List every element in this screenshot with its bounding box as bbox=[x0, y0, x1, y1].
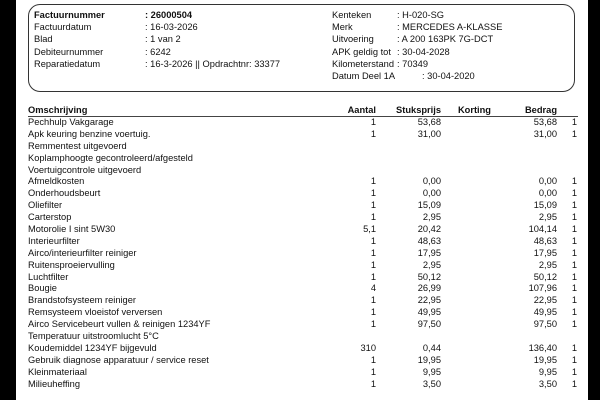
line-quantity: 1 bbox=[370, 212, 376, 223]
col-quantity: Aantal bbox=[347, 105, 376, 115]
line-amount: 19,95 bbox=[533, 354, 557, 365]
table-row bbox=[28, 343, 578, 355]
table-row bbox=[28, 141, 578, 153]
table-header bbox=[28, 104, 578, 117]
line-discount bbox=[441, 153, 491, 165]
line-quantity: 1 bbox=[370, 271, 376, 282]
line-unit-price: 2,95 bbox=[422, 259, 441, 270]
field-label: Factuurnummer bbox=[34, 10, 105, 20]
line-vat-code: 1 bbox=[571, 378, 577, 389]
invoice-lines-table bbox=[28, 104, 578, 390]
header-row bbox=[332, 21, 502, 33]
line-vat-code: 1 bbox=[571, 259, 577, 270]
table-row bbox=[28, 236, 578, 248]
field-label: Blad bbox=[34, 34, 53, 45]
table-body bbox=[28, 117, 578, 390]
line-discount bbox=[441, 188, 491, 200]
line-vat-code: 1 bbox=[571, 271, 577, 282]
line-discount bbox=[441, 295, 491, 307]
table-row bbox=[28, 331, 578, 343]
field-value: : 70349 bbox=[397, 58, 429, 69]
field-value: : MERCEDES A-KLASSE bbox=[397, 22, 503, 33]
line-description: Koplamphoogte gecontroleerd/afgesteld bbox=[28, 152, 193, 163]
field-label: APK geldig tot bbox=[332, 46, 391, 57]
line-quantity: 1 bbox=[370, 128, 376, 139]
line-unit-price: 0,00 bbox=[422, 176, 441, 187]
line-amount: 48,63 bbox=[533, 235, 557, 246]
line-amount: 2,95 bbox=[538, 212, 557, 223]
table-row bbox=[28, 176, 578, 188]
line-discount bbox=[441, 224, 491, 236]
line-amount: 2,95 bbox=[538, 259, 557, 270]
line-vat-code: 1 bbox=[571, 212, 577, 223]
line-amount: 136,40 bbox=[528, 342, 557, 353]
field-label: Datum Deel 1A bbox=[332, 71, 396, 82]
field-label: Kilometerstand bbox=[332, 58, 395, 69]
vehicle-details bbox=[332, 9, 502, 82]
line-vat-code bbox=[557, 153, 577, 165]
line-amount: 53,68 bbox=[533, 117, 557, 127]
line-amount: 0,00 bbox=[538, 188, 557, 199]
col-vat-code bbox=[557, 104, 577, 116]
field-value: : A 200 163PK 7G-DCT bbox=[397, 34, 494, 45]
line-vat-code: 1 bbox=[571, 354, 577, 365]
table-row bbox=[28, 200, 578, 212]
line-description: Kleinmateriaal bbox=[28, 366, 87, 377]
line-quantity: 4 bbox=[370, 283, 376, 294]
col-unit-price: Stuksprijs bbox=[396, 105, 441, 115]
line-quantity: 1 bbox=[370, 259, 376, 270]
line-quantity bbox=[286, 165, 376, 177]
header-row bbox=[34, 46, 280, 58]
field-value: : H-020-SG bbox=[397, 10, 445, 20]
line-vat-code: 1 bbox=[571, 247, 577, 258]
table-row bbox=[28, 224, 578, 236]
line-unit-price bbox=[376, 165, 441, 177]
line-unit-price: 50,12 bbox=[417, 271, 441, 282]
header-row bbox=[332, 9, 502, 21]
header-row bbox=[332, 46, 502, 58]
table-row bbox=[28, 260, 578, 272]
line-description: Gebruik diagnose apparatuur / service reset bbox=[28, 354, 209, 365]
field-label: Merk bbox=[332, 22, 353, 33]
field-label: Reparatiedatum bbox=[34, 58, 101, 69]
line-discount bbox=[441, 307, 491, 319]
line-description: Airco/interieurfilter reiniger bbox=[28, 247, 137, 258]
line-quantity: 1 bbox=[370, 307, 376, 318]
line-unit-price bbox=[376, 331, 441, 343]
line-discount bbox=[441, 176, 491, 188]
line-unit-price: 0,00 bbox=[422, 188, 441, 199]
header-row bbox=[332, 33, 502, 45]
line-amount bbox=[491, 141, 557, 153]
line-discount bbox=[441, 260, 491, 272]
line-vat-code: 1 bbox=[571, 200, 577, 211]
line-description: Remmentest uitgevoerd bbox=[28, 140, 127, 151]
line-description: Afmeldkosten bbox=[28, 176, 85, 187]
header-row bbox=[34, 21, 280, 33]
field-label: Uitvoering bbox=[332, 34, 374, 45]
line-description: Brandstofsysteem reiniger bbox=[28, 295, 136, 306]
header-row bbox=[34, 33, 280, 45]
line-amount: 50,12 bbox=[533, 271, 557, 282]
table-row bbox=[28, 319, 578, 331]
field-label: Factuurdatum bbox=[34, 22, 92, 33]
line-quantity: 1 bbox=[370, 176, 376, 187]
line-description: Temperatuur uitstroomlucht 5°C bbox=[28, 331, 159, 342]
invoice-header-box bbox=[28, 4, 575, 92]
line-vat-code: 1 bbox=[571, 235, 577, 246]
line-discount bbox=[441, 141, 491, 153]
header-row bbox=[34, 9, 280, 21]
line-amount: 22,95 bbox=[533, 295, 557, 306]
line-amount: 15,09 bbox=[533, 200, 557, 211]
line-vat-code: 1 bbox=[571, 342, 577, 353]
line-amount: 49,95 bbox=[533, 307, 557, 318]
line-unit-price: 97,50 bbox=[417, 319, 441, 330]
line-description: Ruitensproeiervulling bbox=[28, 259, 115, 270]
field-value: : 26000504 bbox=[145, 10, 193, 20]
line-description: Luchtfilter bbox=[28, 271, 69, 282]
line-vat-code: 1 bbox=[571, 307, 577, 318]
line-quantity: 1 bbox=[370, 295, 376, 306]
line-unit-price bbox=[376, 153, 441, 165]
invoice-details bbox=[34, 9, 280, 70]
line-vat-code: 1 bbox=[571, 224, 577, 235]
line-discount bbox=[441, 236, 491, 248]
table-row bbox=[28, 355, 578, 367]
line-discount bbox=[441, 355, 491, 367]
line-unit-price: 49,95 bbox=[417, 307, 441, 318]
line-description: Interieurfilter bbox=[28, 235, 80, 246]
line-unit-price: 53,68 bbox=[417, 117, 441, 127]
line-unit-price: 3,50 bbox=[422, 378, 441, 389]
line-unit-price: 17,95 bbox=[417, 247, 441, 258]
line-unit-price: 0,44 bbox=[422, 342, 441, 353]
table-row bbox=[28, 272, 578, 284]
line-unit-price: 20,42 bbox=[417, 224, 441, 235]
line-description: Koudemiddel 1234YF bijgevuld bbox=[28, 342, 157, 353]
line-description: Airco Servicebeurt vullen & reinigen 1234YF bbox=[28, 319, 211, 330]
line-amount: 3,50 bbox=[538, 378, 557, 389]
invoice-page bbox=[16, 0, 588, 400]
line-description: Motorolie I sint 5W30 bbox=[28, 224, 116, 235]
table-row bbox=[28, 295, 578, 307]
line-description: Pechhulp Vakgarage bbox=[28, 117, 114, 127]
line-description: Remsysteem vloeistof verversen bbox=[28, 307, 163, 318]
table-row bbox=[28, 153, 578, 165]
line-amount: 107,96 bbox=[528, 283, 557, 294]
line-amount: 0,00 bbox=[538, 176, 557, 187]
field-value: : 16-3-2026 || Opdrachtnr: 33377 bbox=[145, 58, 281, 69]
line-vat-code bbox=[557, 165, 577, 177]
line-quantity: 1 bbox=[370, 235, 376, 246]
line-amount bbox=[491, 153, 557, 165]
table-row bbox=[28, 212, 578, 224]
field-value: : 30-04-2028 bbox=[397, 46, 450, 57]
line-vat-code: 1 bbox=[571, 319, 577, 330]
line-quantity: 1 bbox=[370, 117, 376, 127]
line-unit-price: 9,95 bbox=[422, 366, 441, 377]
table-row bbox=[28, 307, 578, 319]
line-description: Bougie bbox=[28, 283, 57, 294]
line-discount bbox=[441, 165, 491, 177]
line-vat-code: 1 bbox=[571, 295, 577, 306]
line-discount bbox=[441, 212, 491, 224]
field-label: Debiteurnummer bbox=[34, 46, 104, 57]
line-vat-code bbox=[557, 141, 577, 153]
line-quantity: 5,1 bbox=[363, 224, 376, 235]
field-label: Kenteken bbox=[332, 10, 372, 20]
line-discount bbox=[441, 367, 491, 379]
line-discount bbox=[441, 379, 491, 391]
table-row bbox=[28, 117, 578, 129]
line-vat-code bbox=[557, 331, 577, 343]
line-discount bbox=[441, 331, 491, 343]
line-discount bbox=[441, 200, 491, 212]
line-quantity bbox=[286, 153, 376, 165]
table-row bbox=[28, 379, 578, 391]
table-row bbox=[28, 283, 578, 295]
line-discount bbox=[441, 248, 491, 260]
line-description: Onderhoudsbeurt bbox=[28, 188, 101, 199]
table-row bbox=[28, 367, 578, 379]
line-unit-price bbox=[376, 141, 441, 153]
line-discount bbox=[441, 129, 491, 141]
line-amount bbox=[491, 331, 557, 343]
line-description: Carterstop bbox=[28, 212, 72, 223]
line-amount bbox=[491, 165, 557, 177]
line-quantity: 310 bbox=[360, 342, 376, 353]
header-row bbox=[332, 58, 502, 70]
field-value: : 1 van 2 bbox=[145, 34, 181, 45]
line-unit-price: 26,99 bbox=[417, 283, 441, 294]
line-unit-price: 2,95 bbox=[422, 212, 441, 223]
line-unit-price: 31,00 bbox=[417, 128, 441, 139]
line-vat-code: 1 bbox=[571, 366, 577, 377]
line-vat-code: 1 bbox=[571, 283, 577, 294]
line-amount: 9,95 bbox=[538, 366, 557, 377]
line-discount bbox=[441, 272, 491, 284]
col-amount: Bedrag bbox=[524, 105, 557, 115]
line-amount: 97,50 bbox=[533, 319, 557, 330]
line-quantity: 1 bbox=[370, 378, 376, 389]
col-description: Omschrijving bbox=[28, 105, 88, 115]
line-discount bbox=[441, 283, 491, 295]
line-description: Voertuigcontrole uitgevoerd bbox=[28, 164, 142, 175]
line-description: Milieuheffing bbox=[28, 378, 81, 389]
table-row bbox=[28, 188, 578, 200]
col-discount: Korting bbox=[457, 105, 491, 115]
field-value: : 16-03-2026 bbox=[145, 22, 198, 33]
line-amount: 31,00 bbox=[533, 128, 557, 139]
header-row bbox=[332, 70, 502, 82]
header-row bbox=[34, 58, 280, 70]
line-quantity: 1 bbox=[370, 366, 376, 377]
line-quantity: 1 bbox=[370, 188, 376, 199]
line-discount bbox=[441, 343, 491, 355]
line-amount: 104,14 bbox=[528, 224, 557, 235]
line-unit-price: 22,95 bbox=[417, 295, 441, 306]
line-description: Oliefilter bbox=[28, 200, 63, 211]
line-quantity: 1 bbox=[370, 247, 376, 258]
line-amount: 17,95 bbox=[533, 247, 557, 258]
line-vat-code: 1 bbox=[571, 176, 577, 187]
line-quantity: 1 bbox=[370, 354, 376, 365]
line-unit-price: 48,63 bbox=[417, 235, 441, 246]
line-unit-price: 19,95 bbox=[417, 354, 441, 365]
field-value: : 6242 bbox=[145, 46, 171, 57]
line-unit-price: 15,09 bbox=[417, 200, 441, 211]
line-vat-code: 1 bbox=[571, 117, 577, 127]
field-value: : 30-04-2020 bbox=[422, 71, 475, 82]
table-row bbox=[28, 248, 578, 260]
table-row bbox=[28, 165, 578, 177]
table-row bbox=[28, 129, 578, 141]
line-description: Apk keuring benzine voertuig. bbox=[28, 128, 151, 139]
line-vat-code: 1 bbox=[571, 128, 577, 139]
line-quantity bbox=[286, 141, 376, 153]
line-quantity: 1 bbox=[370, 319, 376, 330]
line-discount bbox=[441, 319, 491, 331]
line-quantity: 1 bbox=[370, 200, 376, 211]
line-quantity bbox=[286, 331, 376, 343]
line-vat-code: 1 bbox=[571, 188, 577, 199]
line-discount bbox=[441, 117, 491, 129]
